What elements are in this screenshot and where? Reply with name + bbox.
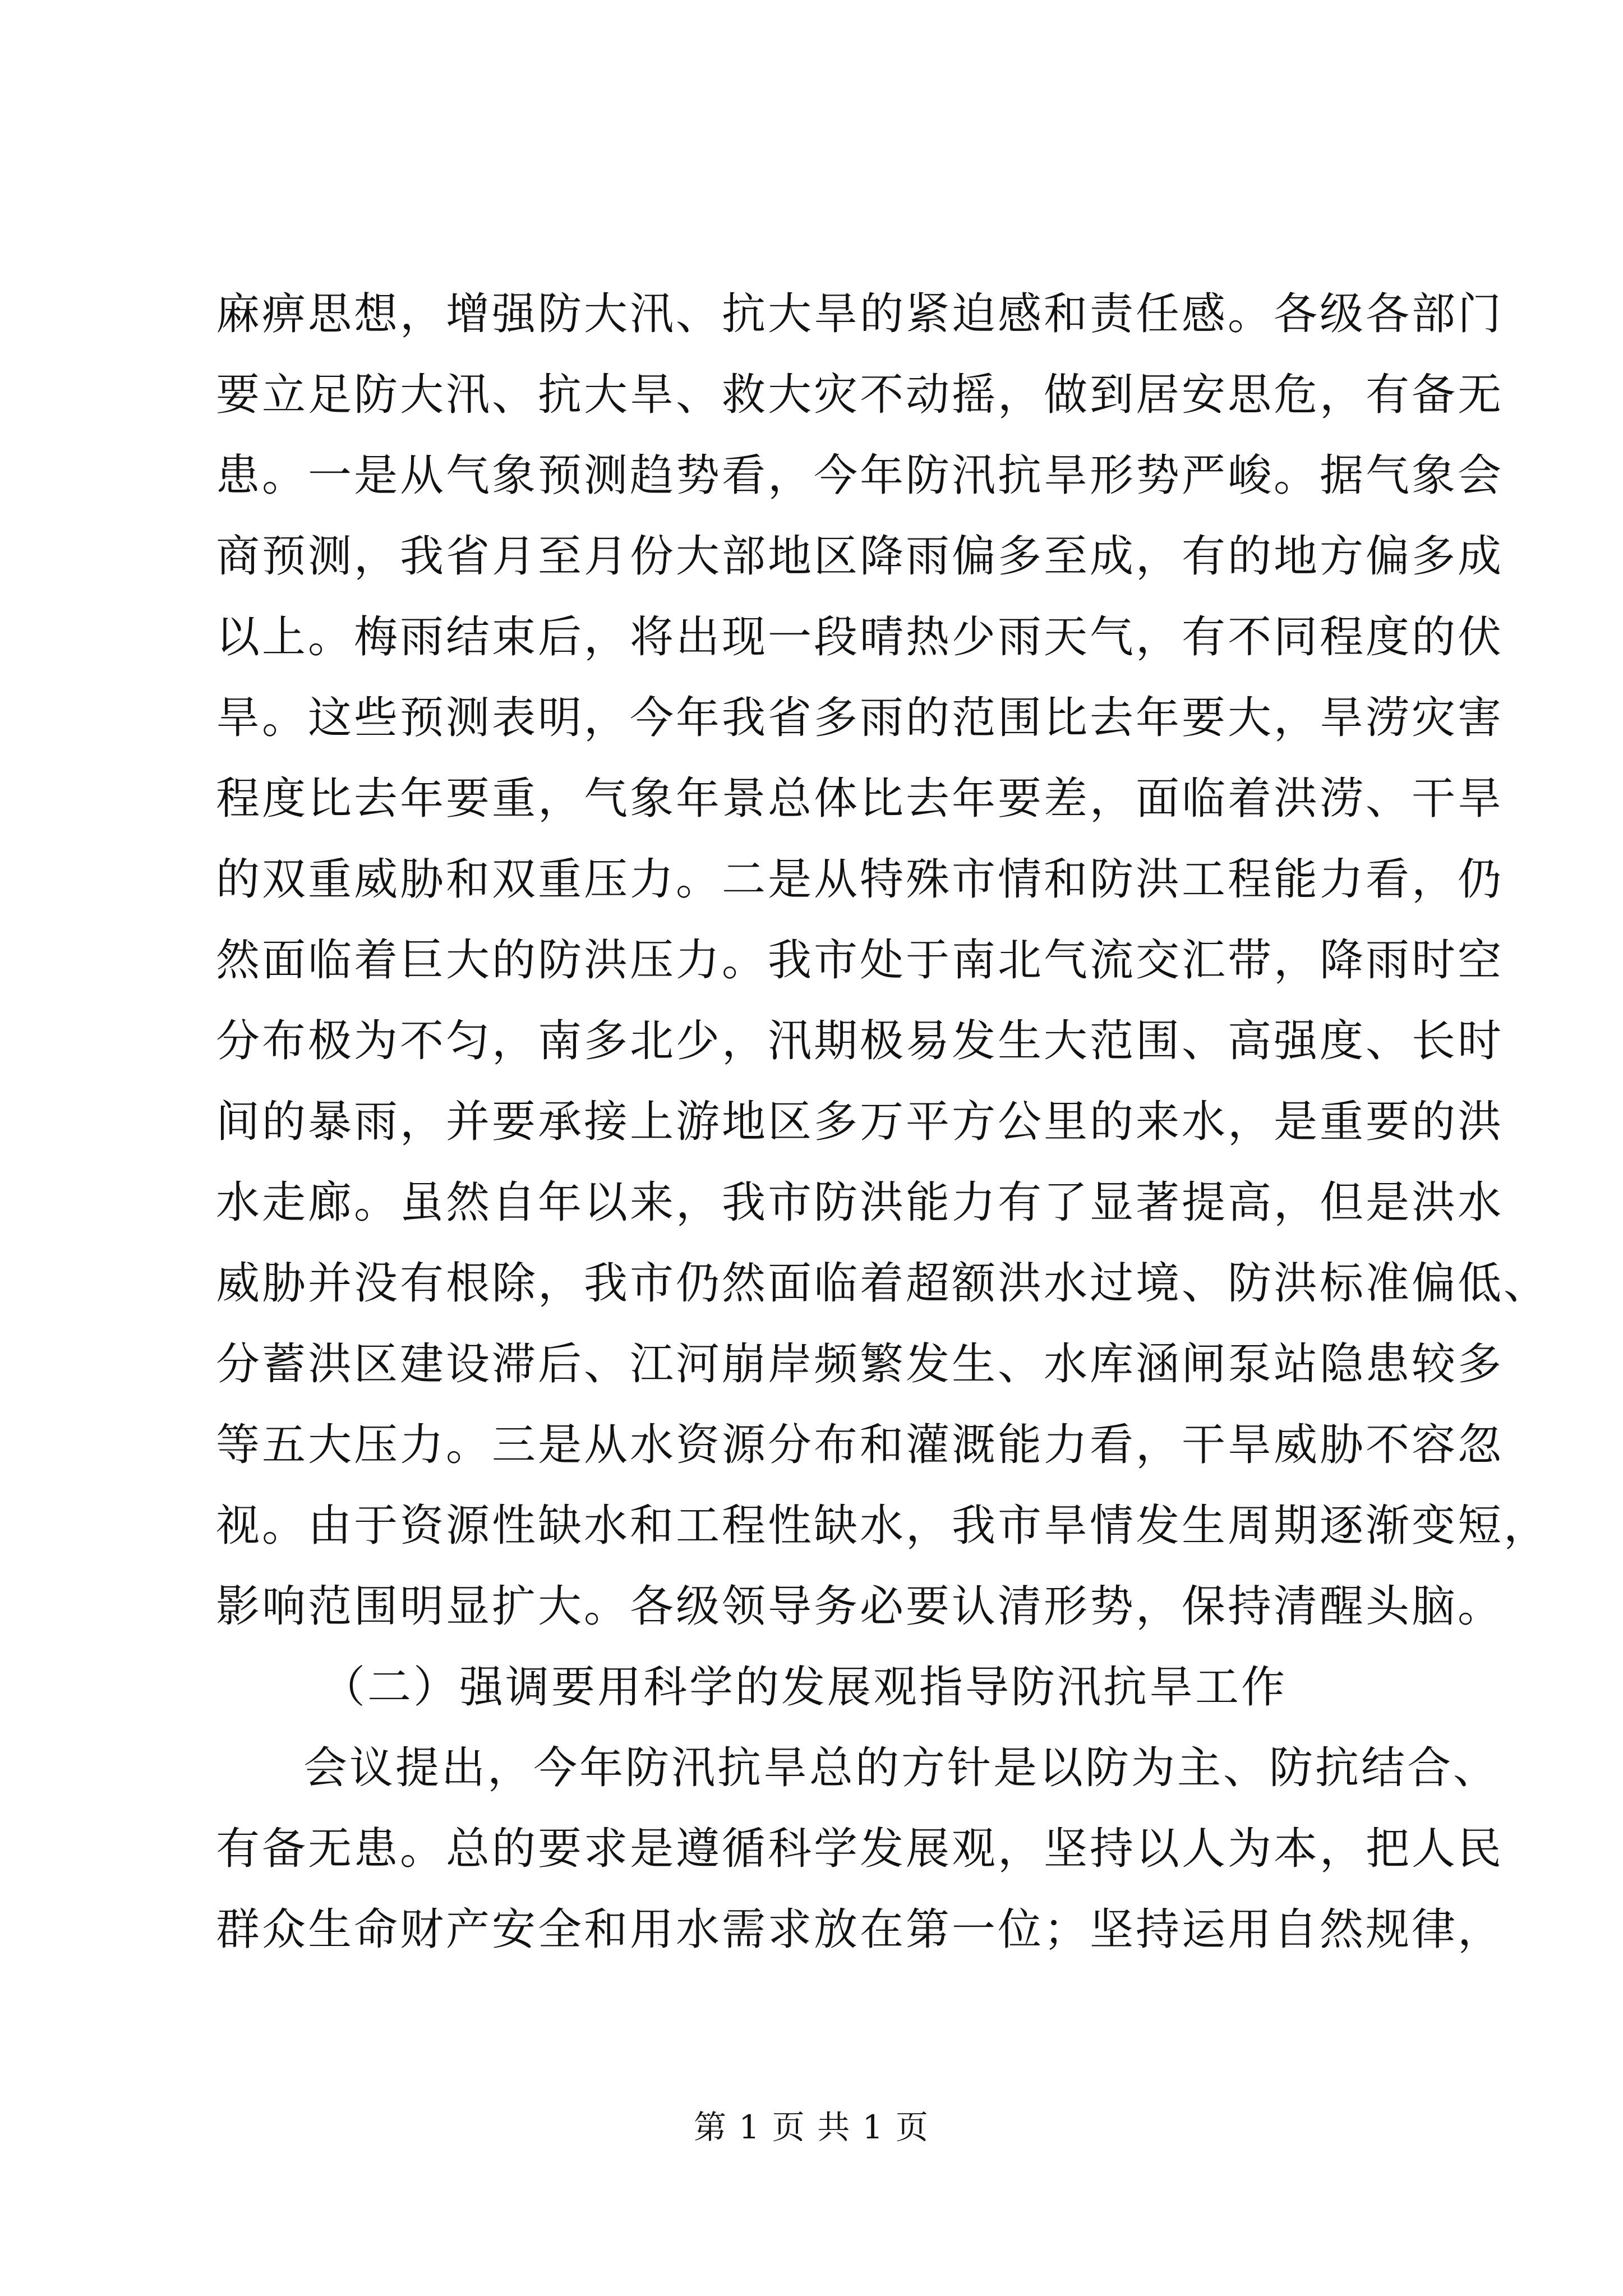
- text-line: 麻痹思想，增强防大汛、抗大旱的紧迫感和责任感。各级各部门: [216, 289, 1504, 339]
- text-line: 要立足防大汛、抗大旱、救大灾不动摇，做到居安思危，有备无: [216, 370, 1504, 420]
- text-line: 群众生命财产安全和用水需求放在第一位；坚持运用自然规律，: [216, 1904, 1504, 1955]
- text-line: 影响范围明显扩大。各级领导务必要认清形势，保持清醒头脑。: [216, 1581, 1504, 1632]
- section-heading: （二）强调要用科学的发展观指导防汛抗旱工作: [321, 1662, 1288, 1713]
- text-line: 视。由于资源性缺水和工程性缺水，我市旱情发生周期逐渐变短，: [216, 1501, 1550, 1551]
- text-line: 以上。梅雨结束后，将出现一段晴热少雨天气，有不同程度的伏: [216, 612, 1504, 662]
- text-line: 有备无患。总的要求是遵循科学发展观，坚持以人为本，把人民: [216, 1824, 1504, 1874]
- text-line: 威胁并没有根除，我市仍然面临着超额洪水过境、防洪标准偏低、: [216, 1258, 1550, 1309]
- text-line: 分蓄洪区建设滞后、江河崩岸频繁发生、水库涵闸泵站隐患较多: [216, 1339, 1504, 1389]
- text-line: 的双重威胁和双重压力。二是从特殊市情和防洪工程能力看，仍: [216, 854, 1504, 905]
- text-line: 会议提出，今年防汛抗旱总的方针是以防为主、防抗结合、: [303, 1743, 1500, 1793]
- text-line: 商预测，我省月至月份大部地区降雨偏多至成，有的地方偏多成: [216, 531, 1504, 582]
- document-body: [216, 274, 1550, 1970]
- text-line: 患。一是从气象预测趋势看，今年防汛抗旱形势严峻。据气象会: [216, 450, 1504, 501]
- text-line: 间的暴雨，并要承接上游地区多万平方公里的来水，是重要的洪: [216, 1097, 1504, 1147]
- text-line: 然面临着巨大的防洪压力。我市处于南北气流交汇带，降雨时空: [216, 935, 1504, 986]
- text-line: 旱。这些预测表明，今年我省多雨的范围比去年要大，旱涝灾害: [216, 693, 1504, 743]
- text-line: 分布极为不匀，南多北少，汛期极易发生大范围、高强度、长时: [216, 1016, 1504, 1066]
- text-line: 程度比去年要重，气象年景总体比去年要差，面临着洪涝、干旱: [216, 774, 1504, 824]
- page-number-footer: 第 1 页 共 1 页: [694, 2108, 929, 2146]
- text-line: 等五大压力。三是从水资源分布和灌溉能力看，干旱威胁不容忽: [216, 1420, 1504, 1470]
- text-line: 水走廊。虽然自年以来，我市防洪能力有了显著提高，但是洪水: [216, 1177, 1504, 1228]
